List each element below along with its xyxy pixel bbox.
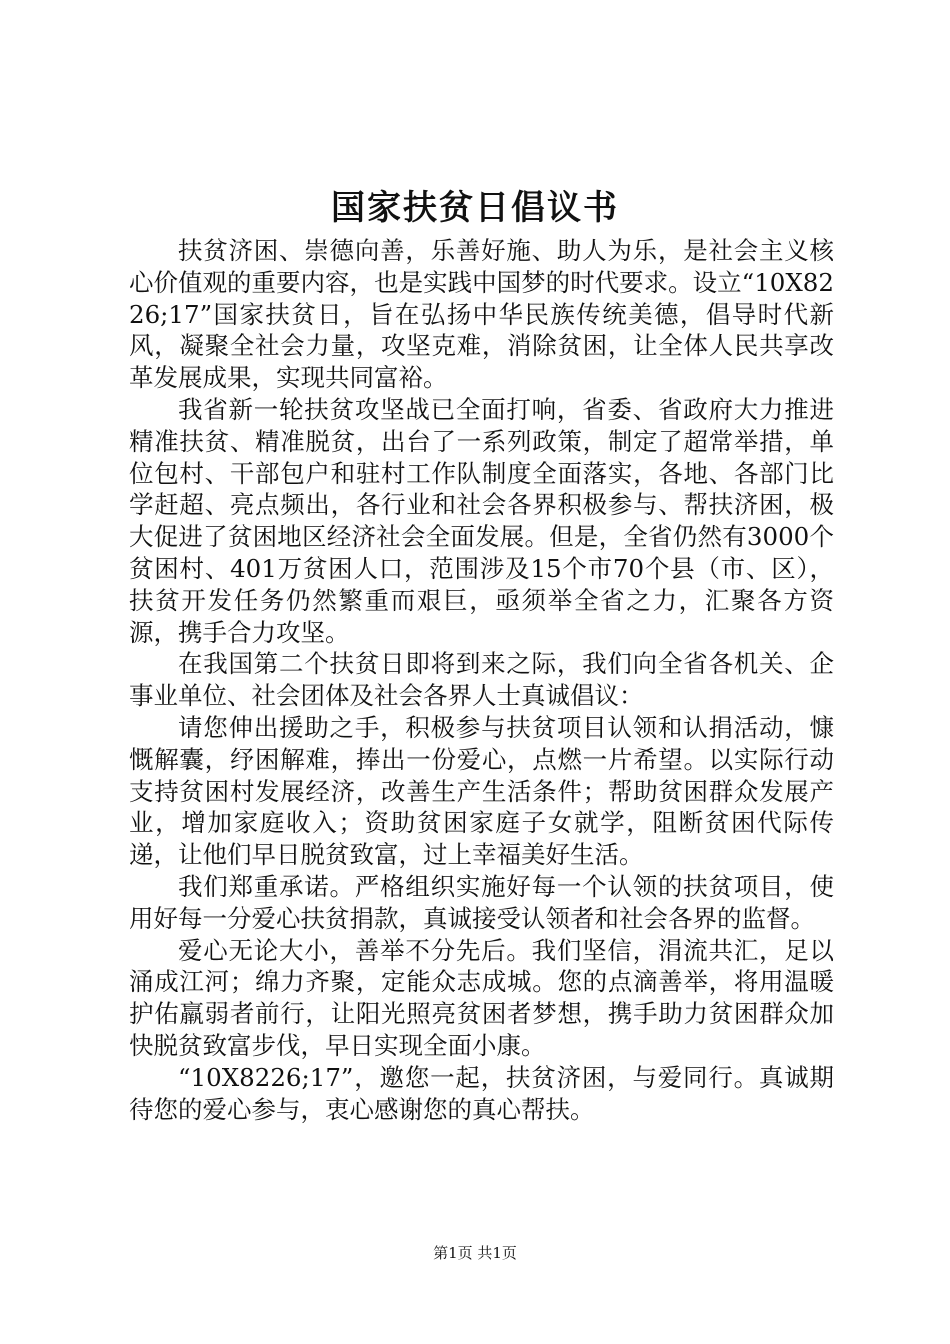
document-title: 国家扶贫日倡议书 xyxy=(331,188,619,228)
paragraph-4: 请您伸出援助之手，积极参与扶贫项目认领和认捐活动，慷慨解囊，纾困解难，捧出一份爱心，点燃一片希望。以实际行动支持贫困村发展经济，改善生产生活条件；帮助贫困群众发展产业，增加家庭收入；资助贫困家庭子女就学，阻断贫困代际传递，让他们早日脱贫致富，过上幸福美好生活。 xyxy=(129,712,834,870)
paragraph-7: “10X8226;17”，邀您一起，扶贫济困，与爱同行。真诚期待您的爱心参与，衷心感谢您的真心帮扶。 xyxy=(129,1062,834,1124)
page-number-footer: 第1页 共1页 xyxy=(433,1244,517,1262)
paragraph-2: 我省新一轮扶贫攻坚战已全面打响，省委、省政府大力推进精准扶贫、精准脱贫，出台了一系列政策，制定了超常举措，单位包村、干部包户和驻村工作队制度全面落实，各地、各部门比学赶超、亮点频出，各行业和社会各界积极参与、帮扶济困，极大促进了贫困地区经济社会全面发展。但是，全省仍然有3000个贫困村、401万贫困人口，范围涉及15个市70个县（市、区），扶贫开发任务仍然繁重而艰巨，亟须举全省之力，汇聚各方资源，携手合力攻坚。 xyxy=(129,394,834,647)
paragraph-5: 我们郑重承诺。严格组织实施好每一个认领的扶贫项目，使用好每一分爱心扶贫捐款，真诚接受认领者和社会各界的监督。 xyxy=(129,871,834,933)
paragraph-6: 爱心无论大小，善举不分先后。我们坚信，涓流共汇，足以涌成江河；绵力齐聚，定能众志成城。您的点滴善举，将用温暖护佑羸弱者前行，让阳光照亮贫困者梦想，携手助力贫困群众加快脱贫致富步伐，早日实现全面小康。 xyxy=(129,935,834,1060)
paragraph-3: 在我国第二个扶贫日即将到来之际，我们向全省各机关、企事业单位、社会团体及社会各界人士真诚倡议： xyxy=(129,649,834,711)
paragraph-1: 扶贫济困、崇德向善，乐善好施、助人为乐，是社会主义核心价值观的重要内容，也是实践中国梦的时代要求。设立“10X8226;17”国家扶贫日，旨在弘扬中华民族传统美德，倡导时代新风，凝聚全社会力量，攻坚克难，消除贫困，让全体人民共享改革发展成果，实现共同富裕。 xyxy=(129,236,834,393)
document-body xyxy=(129,235,834,1125)
